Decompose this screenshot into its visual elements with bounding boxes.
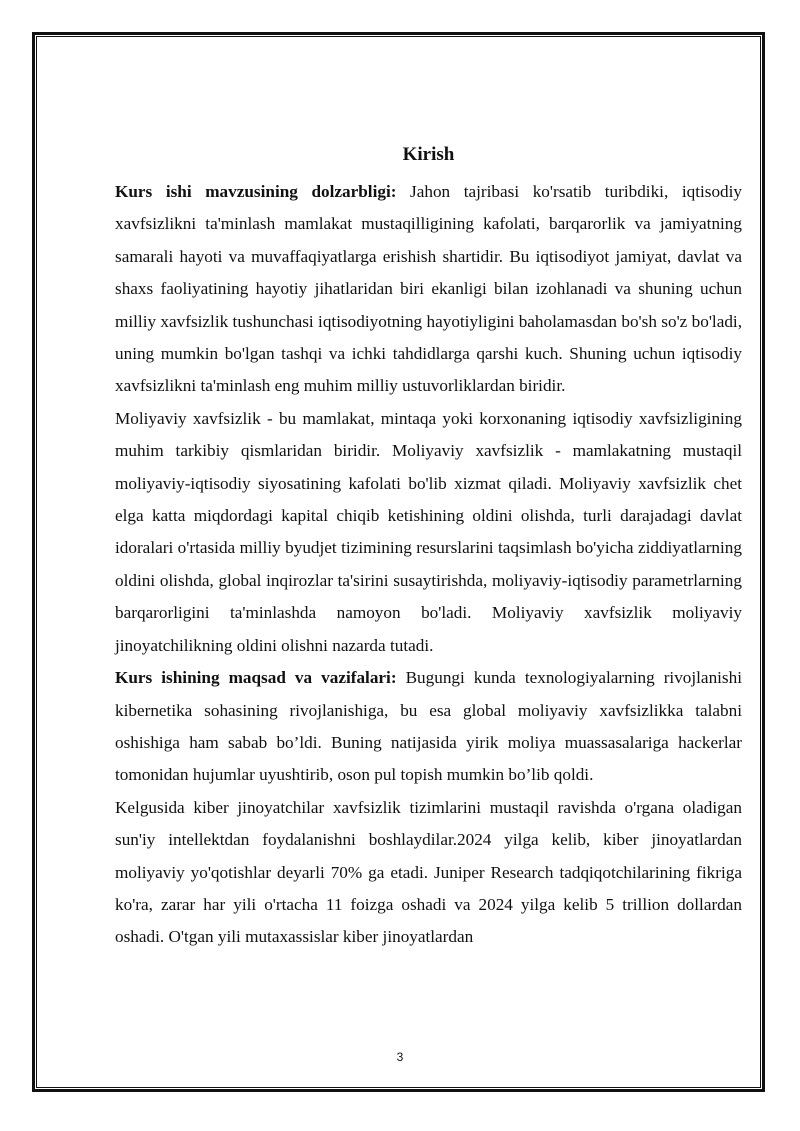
paragraph-lead: Kurs ishi mavzusining dolzarbligi: <box>115 182 397 201</box>
paragraph-cybercrime <box>115 792 742 954</box>
paragraph-financial-security <box>115 403 742 662</box>
paragraph-goals <box>115 662 742 792</box>
page-content <box>115 140 742 954</box>
paragraph-text: Kelgusida kiber jinoyatchilar xavfsizlik tizimlarini mustaqil ravishda o'rgana oladigan sun'iy intellektdan foydalanishni boshlaydilar.2024 yilga kelib, kiber jinoyatlardan moliyaviy yo'qotishlar deyarli 70% ga etadi. Juniper Research tadqiqotchilarining fikriga ko'ra, zarar har yili o'rtacha 11 foizga oshadi va 2024 yilga kelib 5 trillion dollardan oshadi. O'tgan yili mutaxassislar kiber jinoyatlardan <box>115 797 742 947</box>
paragraph-text: Moliyaviy xavfsizlik - bu mamlakat, mintaqa yoki korxonaning iqtisodiy xavfsizligining muhim tarkibiy qismlaridan biridir. Moliyaviy xavfsizlik - mamlakatning mustaqil moliyaviy-iqtisodiy siyosatining kafolati bo'lib xizmat qiladi. Moliyaviy xavfsizlik chet elga katta miqdordagi kapital chiqib ketishining oldini olishda, turli darajadagi davlat idoralari o'rtasida milliy byudjet tizimining resurslarini taqsimlash bo'yicha ziddiyatlarning oldini olishda, global inqirozlar ta'sirini susaytirishda, moliyaviy-iqtisodiy parametrlarning barqarorligini ta'minlashda namoyon bo'ladi. Moliyaviy xavfsizlik moliyaviy jinoyatchilikning oldini olishni nazarda tutadi. <box>115 408 742 655</box>
paragraph-lead: Kurs ishining maqsad va vazifalari: <box>115 668 397 688</box>
paragraph-text: Bugungi kunda texnologiyalarning rivojlanishi kibernetika sohasining rivojlanishiga, bu esa global moliyaviy xavfsizlikka talabni oshishiga ham sabab bo’ldi. Buning natijasida yirik moliya muassasalariga hackerlar tomonidan hujumlar uyushtirib, oson pul topish mumkin bo’lib qoldi. <box>115 668 742 785</box>
page-number: 3 <box>396 1050 404 1064</box>
paragraph-relevance <box>115 176 742 403</box>
page-title: Kirish <box>402 144 455 165</box>
paragraph-text: Jahon tajribasi ko'rsatib turibdiki, iqtisodiy xavfsizlikni ta'minlash mamlakat mustaqilligining kafolati, barqarorlik va jamiyatning samarali hayoti va muvaffaqiyatlarga erishish shartidir. Bu iqtisodiyot jamiyat, davlat va shaxs faoliyatining hayotiy jihatlaridan biri ekanligi bilan izohlanadi va shuning uchun milliy xavfsizlik tushunchasi iqtisodiyotning hayotiyligini baholamasdan bo'sh so'z bo'ladi, uning mumkin bo'lgan tashqi va ichki tahdidlarga qarshi kuch. Shuning uchun iqtisodiy xavfsizlikni ta'minlash eng muhim milliy ustuvorliklardan biridir. <box>115 182 743 396</box>
